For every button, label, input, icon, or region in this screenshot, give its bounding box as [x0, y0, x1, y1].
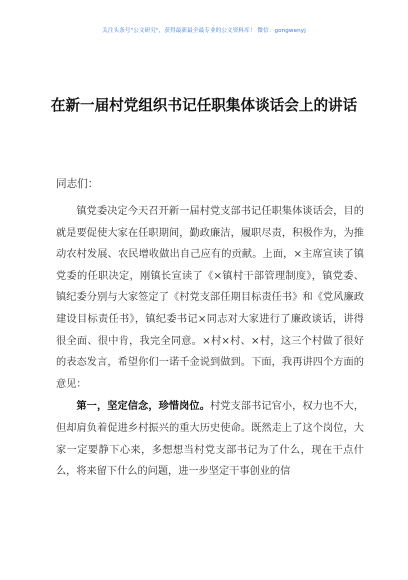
document-body: [56, 201, 364, 483]
paragraph-text: 镇党委决定今天召开新一届村党支部书记任职集体谈话会，目的就是要促使大家在任职期间，勤政廉洁，履职尽责，积极作为，为推动农村发展、农民增收做出自己应有的贡献。上面，×主席宣读了镇党委的任职决定，刚镇长宣读了《×镇村干部管理制度》，镇党委、镇纪委分别与大家签定了《村党支部任期目标责任书》和《党风廉政建设目标责任书》，镇纪委书记×同志对大家进行了廉政谈话，讲得很全面、很中肯，我完全同意。×村×村、×村，这三个村做了很好的表态发言，希望你们一诺千金说到做到。下面，我再讲四个方面的意见：: [56, 206, 364, 390]
paragraph-lead: 第一，坚定信念，珍惜岗位。: [76, 400, 210, 413]
paragraph: [56, 396, 364, 482]
paragraph: [56, 201, 364, 395]
document-title: 在新一届村党组织书记任职集体谈话会上的讲话: [50, 97, 358, 114]
header-banner: 关注头条号"公文研究"，获得最新最全最专业的公文资料库！ 微信：gongwenyj: [102, 28, 306, 34]
paragraph-text: 村党支部书记官小，权力也不大，但却肩负着促进乡村振兴的重大历史使命。既然走上了这个岗位，大家一定要静下心来，多想想当村党支部书记为了什么，现在干点什么，将来留下什么的问题，进一步坚定干事创业的信: [56, 401, 365, 478]
greeting: 同志们：: [56, 178, 99, 190]
